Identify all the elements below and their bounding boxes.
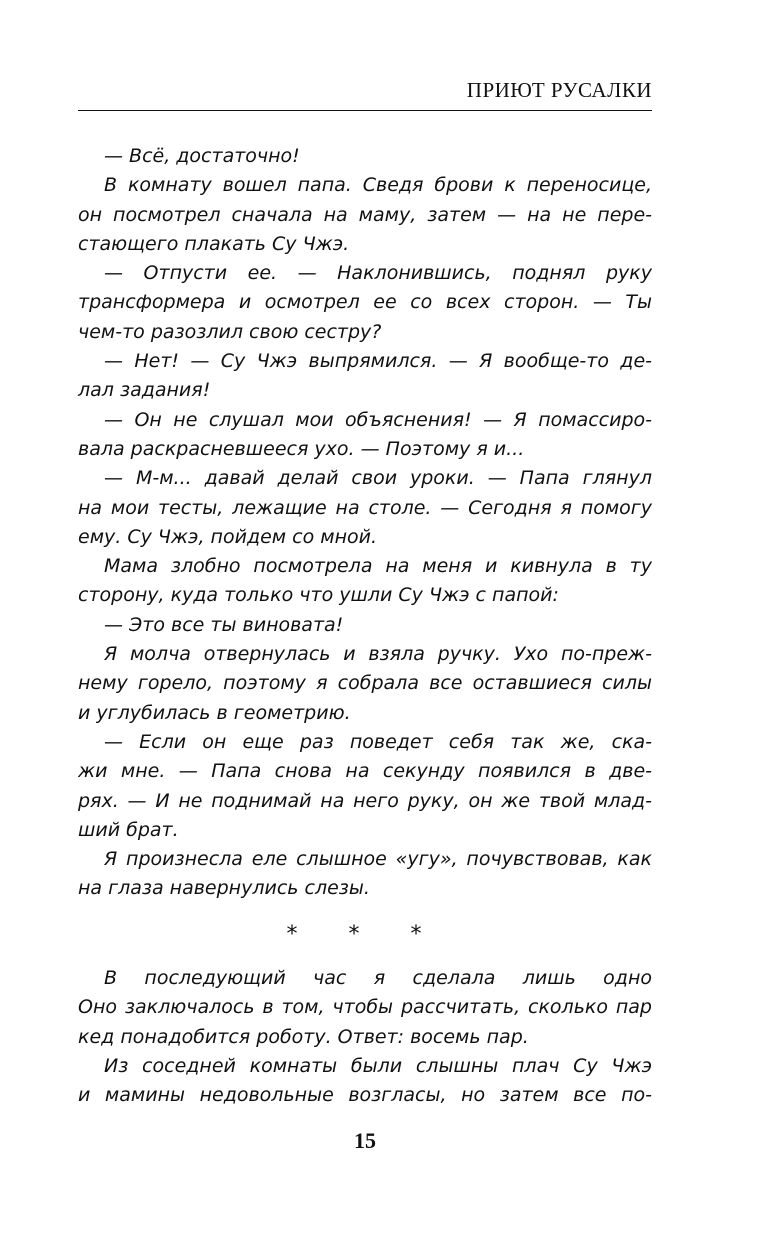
text-line: сторону, куда только что ушли Су Чжэ с папой: [78,584,559,607]
text-line: на мои тесты, лежащие на столе. — Сегодня я помогу [78,496,652,519]
text-line: вала раскрасневшееся ухо. — Поэтому я и... [78,437,525,460]
text-line: на глаза навернулись слезы. [78,877,370,900]
text-line: кед понадобится роботу. Ответ: восемь пар. [78,1025,529,1048]
text-line: — М-м... давай делай свои уроки. — Папа глянул [104,467,652,490]
text-line: нему горело, поэтому я собрала все оставшиеся силы [78,672,652,695]
text-line: — Если он еще раз поведет себя так же, ска- [104,730,652,753]
text-line: трансформера и осмотрел ее со всех сторон. — Ты [78,291,652,314]
page-number: 15 [354,1128,376,1153]
body-text-block-2 [78,964,652,1110]
text-line: лал задания! [78,379,211,402]
text-line: — Всё, достаточно! [104,145,300,167]
section-separator: * * * [286,922,444,947]
text-line: и мамины недовольные возгласы, но затем все по- [78,1084,652,1107]
text-line: чем-то разозлил свою сестру? [78,320,382,343]
text-line: Мама злобно посмотрела на меня и кивнула в ту [104,555,652,578]
text-line: — Нет! — Су Чжэ выпрямился. — Я вообще-то де- [104,350,652,373]
text-line: Я молча отвернулась и взяла ручку. Ухо по-преж- [104,643,652,666]
header-divider [78,110,652,111]
text-line: — Это все ты виновата! [104,613,344,636]
text-line: — Он не слушал мои объяснения! — Я помассиро- [104,408,652,431]
body-text-block [78,142,652,904]
text-line: и углубилась в геометрию. [78,701,351,724]
running-head-title: ПРИЮТ РУСАЛКИ [466,78,652,102]
text-line: — Отпусти ее. — Наклонившись, поднял руку [104,262,652,285]
text-line: Из соседней комнаты были слышны плач Су Чжэ [104,1054,652,1077]
text-line: Оно заключалось в том, чтобы рассчитать, сколько пар [78,996,652,1019]
text-line: Я произнесла еле слышное «угу», почувствовав, как [104,848,652,871]
text-line: ший брат. [78,818,179,841]
text-line: он посмотрел сначала на маму, затем — на не пере- [78,203,652,226]
text-line: жи мне. — Папа снова на секунду появился в две- [78,760,652,783]
text-line: ему. Су Чжэ, пойдем со мной. [78,525,378,548]
text-line: рях. — И не поднимай на него руку, он же твой млад- [78,789,652,812]
text-line: В последующий час я сделала лишь одно [104,967,652,989]
text-line: В комнату вошел папа. Сведя брови к переносице, [104,174,652,197]
text-line: стающего плакать Су Чжэ. [78,232,350,255]
